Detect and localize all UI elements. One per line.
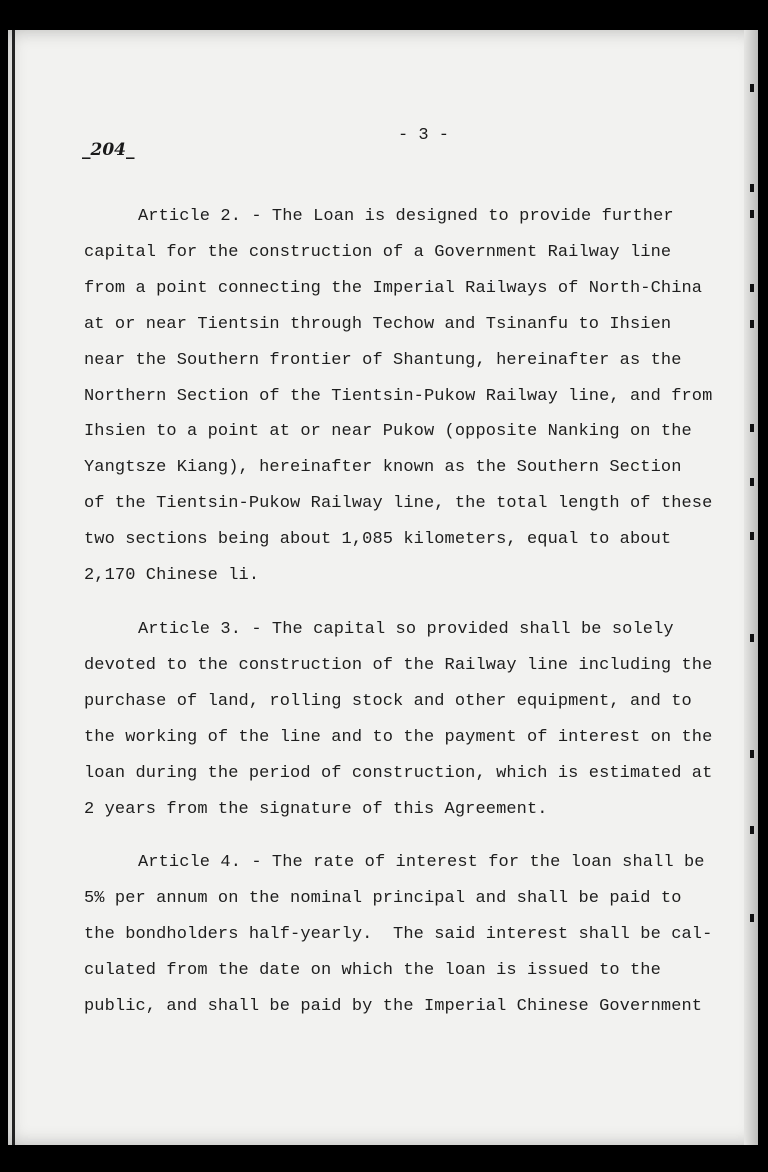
left-binding-edge <box>12 30 15 1145</box>
paragraph-article-3 <box>84 612 754 827</box>
text-line: devoted to the construction of the Railway line including the <box>84 655 713 675</box>
text-line: loan during the period of construction, which is estimated at <box>84 763 713 783</box>
edge-mark <box>750 184 754 192</box>
text-line: Article 2. - The Loan is designed to provide further <box>138 207 674 226</box>
text-line: at or near Tientsin through Techow and Tsinanfu to Ihsien <box>84 314 672 334</box>
text-line: of the Tientsin-Pukow Railway line, the total length of these <box>84 494 713 514</box>
text-line: Ihsien to a point at or near Pukow (opposite Nanking on the <box>84 422 692 442</box>
text-line: culated from the date on which the loan is issued to the <box>84 960 661 980</box>
edge-mark <box>750 84 754 92</box>
text-line: two sections being about 1,085 kilometers, equal to about <box>84 530 672 550</box>
text-line: purchase of land, rolling stock and other equipment, and to <box>84 691 692 711</box>
text-line: capital for the construction of a Government Railway line <box>84 242 672 262</box>
paragraph-article-2 <box>84 199 754 594</box>
text-line: from a point connecting the Imperial Railways of North-China <box>84 278 703 298</box>
text-line: the bondholders half-yearly. The said interest shall be cal- <box>84 924 713 944</box>
handwritten-annotation: _204_ <box>82 140 135 160</box>
text-line: 2,170 Chinese li. <box>84 566 260 586</box>
text-line: 2 years from the signature of this Agreement. <box>84 799 548 819</box>
text-line: Article 3. - The capital so provided shall be solely <box>138 620 674 639</box>
text-line: near the Southern frontier of Shantung, hereinafter as the <box>84 350 682 370</box>
text-line: the working of the line and to the payment of interest on the <box>84 727 713 747</box>
text-line: public, and shall be paid by the Imperial Chinese Government <box>84 996 703 1016</box>
text-line: Yangtsze Kiang), hereinafter known as the Southern Section <box>84 458 682 478</box>
page-number: - 3 - <box>398 126 450 145</box>
paragraph-article-4 <box>84 845 754 1025</box>
text-line: 5% per annum on the nominal principal and shall be paid to <box>84 888 682 908</box>
text-line: Article 4. - The rate of interest for the loan shall be <box>138 853 705 872</box>
text-line: Northern Section of the Tientsin-Pukow Railway line, and from <box>84 386 713 406</box>
